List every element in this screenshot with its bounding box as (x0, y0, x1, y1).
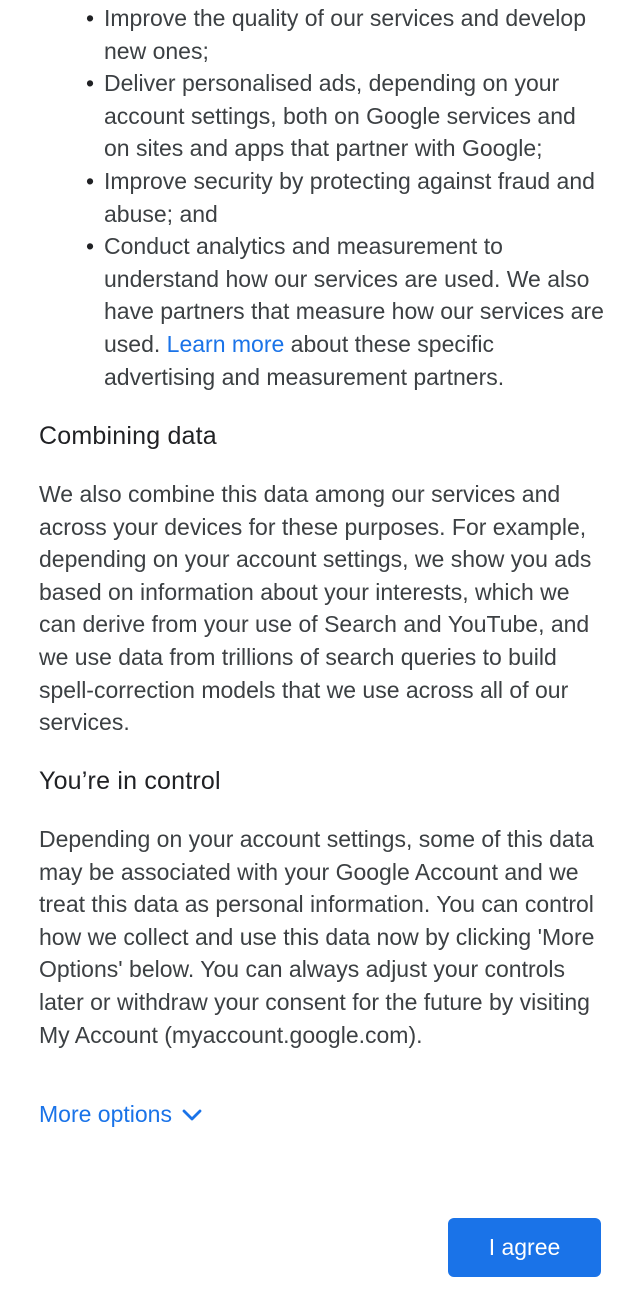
list-item (0, 230, 640, 393)
bullet-icon: • (86, 233, 95, 260)
list-item (0, 165, 640, 230)
bullet-icon: • (86, 70, 95, 97)
list-item (0, 67, 640, 165)
list-item-text: about these specific advertising and measurement partners. (104, 330, 505, 390)
more-options-button[interactable] (39, 1101, 204, 1128)
list-item-text: Conduct analytics and measurement to understand how our services are used. We also have partners that measure how our services are used. (104, 233, 604, 357)
agree-button[interactable]: I agree (448, 1218, 601, 1277)
list-item-text: Deliver personalised ads, depending on your account settings, both on Google services and on sites and apps that partner with Google; (104, 70, 576, 162)
list-item-text: Improve the quality of our services and develop new ones; (104, 5, 586, 64)
bullet-icon: • (86, 167, 95, 194)
bullet-icon: • (86, 5, 95, 31)
more-options-label: More options (39, 1101, 172, 1127)
purpose-list (0, 2, 640, 393)
list-item (0, 2, 640, 67)
learn-more-link[interactable]: Learn more (166, 330, 285, 357)
chevron-down-icon (180, 1103, 204, 1127)
section-heading-in-control: You’re in control (39, 767, 221, 795)
in-control-paragraph: Depending on your account settings, some of this data may be associated with your Google Account and we treat this data as personal information. You can control how we collect and use this data now by clicking 'More Options' below. You can always adjust your controls later or withdraw your consent for the future by visiting My Account (myaccount.google.com). (39, 826, 595, 1048)
list-item-text: Improve security by protecting against fraud and abuse; and (104, 167, 595, 227)
section-heading-combining-data: Combining data (39, 422, 217, 450)
combining-data-paragraph: We also combine this data among our services and across your devices for these purposes. For example, depending on your account settings, we show you ads based on information about your interests, which we can derive from your use of Search and YouTube, and we use data from trillions of search queries to build spell-correction models that we use across all of our services. (39, 481, 592, 736)
